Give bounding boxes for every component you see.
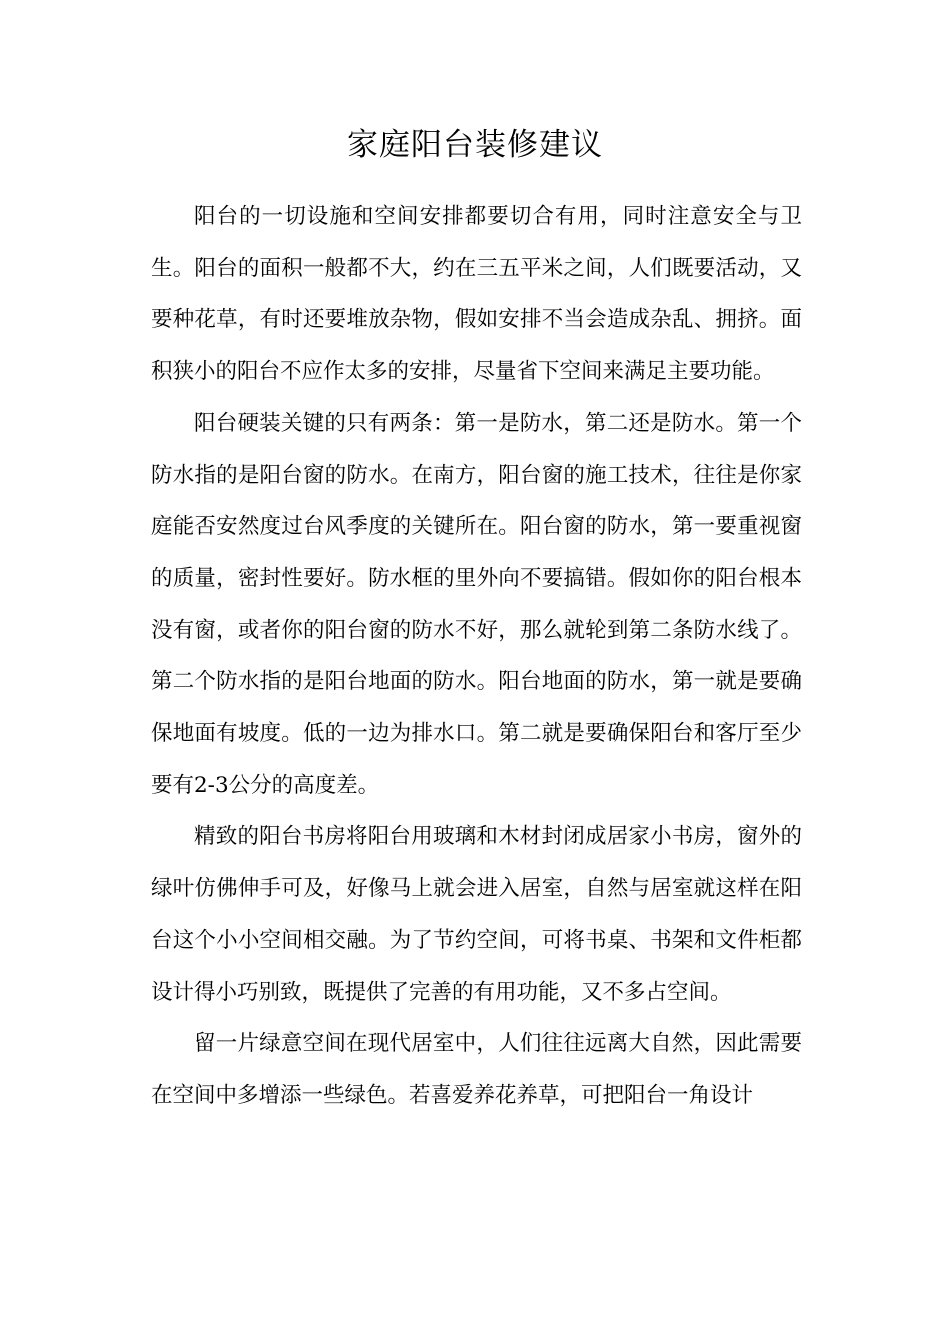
paragraph-balcony-study: 精致的阳台书房将阳台用玻璃和木材封闭成居家小书房，窗外的绿叶仿佛伸手可及，好像马上就会进入居室，自然与居室就这样在阳台这个小小空间相交融。为了节约空间，可将书桌、书架和文件柜都设计得小巧别致，既提供了完善的有用功能，又不多占空间。: [151, 824, 802, 1005]
paragraph-green-space: 留一片绿意空间在现代居室中，人们往往远离大自然，因此需要在空间中多增添一些绿色。若喜爱养花养草，可把阳台一角设计: [151, 1031, 802, 1108]
document-title: 家庭阳台装修建议: [347, 127, 603, 163]
paragraph-waterproofing: 阳台硬装关键的只有两条：第一是防水，第二还是防水。第一个防水指的是阳台窗的防水。在南方，阳台窗的施工技术，往往是你家庭能否安然度过台风季度的关键所在。阳台窗的防水，第一要重视窗的质量，密封性要好。防水框的里外向不要搞错。假如你的阳台根本没有窗，或者你的阳台窗的防水不好，那么就轮到第二条防水线了。第二个防水指的是阳台地面的防水。阳台地面的防水，第一就是要确保地面有坡度。低的一边为排水口。第二就是要确保阳台和客厅至少要有2-3公分的高度差。: [151, 410, 802, 798]
document-body: [151, 191, 802, 1122]
paragraph-balcony-layout: 阳台的一切设施和空间安排都要切合有用，同时注意安全与卫生。阳台的面积一般都不大，约在三五平米之间，人们既要活动，又要种花草，有时还要堆放杂物，假如安排不当会造成杂乱、拥挤。面积狭小的阳台不应作太多的安排，尽量省下空间来满足主要功能。: [151, 204, 802, 385]
